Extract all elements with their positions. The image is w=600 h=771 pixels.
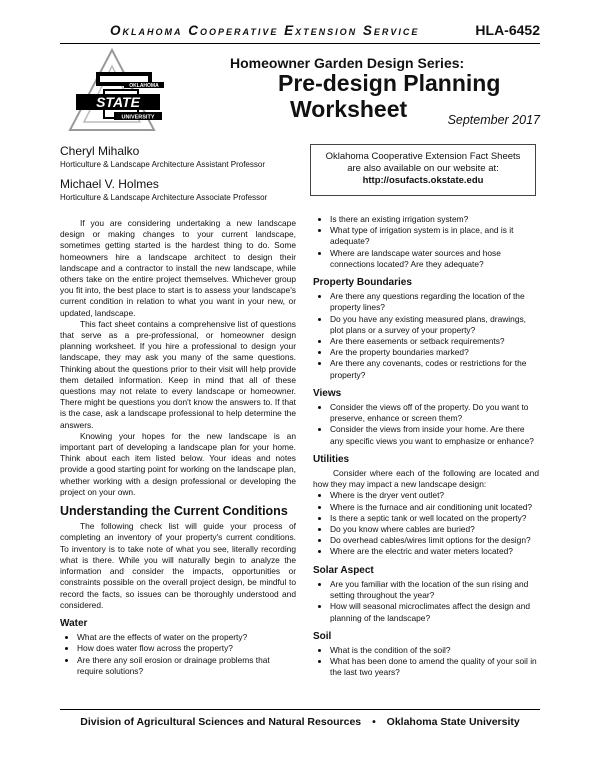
solar-heading: Solar Aspect: [313, 564, 374, 576]
footer: [60, 716, 540, 728]
views-list: [313, 402, 539, 447]
author-name: Cheryl Mihalko: [60, 144, 140, 158]
list-item: • Are there easements or setback requirements?: [330, 336, 539, 347]
list-item: • Where is the furnace and air conditioning unit located?: [330, 502, 539, 513]
water-heading: Water: [60, 617, 88, 629]
soil-list: [313, 645, 539, 679]
solar-list: [313, 579, 539, 624]
list-item: • How does water flow across the property?: [77, 643, 296, 654]
intro-paragraph: This fact sheet contains a comprehensive list of questions that serve as a pre-professional, or homeowner design planning worksheet. If you hire a professional to design your landscape, they may ask you many of the same questions. Thinking about the questions prior to their visit will help provide them detailed information. Keep in mind that all of these questions may not relate to every landscape or homeowner. There might be questions you don't know the answers to. If that is the case, ask a landscape professional to help determine the answers.: [60, 318, 296, 430]
soil-heading: Soil: [313, 630, 332, 642]
series-title: Homeowner Garden Design Series:: [230, 55, 465, 71]
list-item: • What has been done to amend the quality of your soil in the last two years?: [330, 656, 539, 678]
page-title-line2: Worksheet: [290, 96, 408, 122]
right-column: [313, 214, 539, 679]
left-column: [60, 218, 296, 677]
osu-logo: [64, 44, 174, 138]
utilities-heading: Utilities: [313, 453, 350, 465]
list-item: • What is the condition of the soil?: [330, 645, 539, 656]
property-heading: Property Boundaries: [313, 277, 412, 289]
section-heading: Understanding the Current Conditions: [60, 504, 288, 519]
list-item: • Do you have any existing measured plans, drawings, plot plans or a survey of your property?: [330, 314, 539, 336]
osu-logo-graphic: [64, 44, 174, 138]
list-item: • Are you familiar with the location of the sun rising and setting throughout the year?: [330, 579, 539, 601]
list-item: • Are there any soil erosion or drainage problems that require solutions?: [77, 655, 296, 677]
footer-division: Division of Agricultural Sciences and Natural Resources: [80, 716, 362, 728]
list-item: • Consider the views off of the property. Do you want to preserve, enhance or screen them?: [330, 402, 539, 424]
water-list-continued: [313, 214, 539, 270]
list-item: • Where is the dryer vent outlet?: [330, 490, 539, 501]
fact-sheet-code: HLA-6452: [475, 22, 540, 38]
utilities-list: [313, 490, 539, 557]
list-item: • Do overhead cables/wires limit options for the design?: [330, 535, 539, 546]
list-item: • Is there a septic tank or well located on the property?: [330, 513, 539, 524]
section-paragraph: The following check list will guide your process of completing an inventory of your property's current conditions. To inventory is to take note of what you see, literally recording what is there. While you will naturally begin to analyze the information and consider the impacts, opportunities or constraints possible on the overall project design, be mindful to record the facts, so issues can be thoroughly understood and considered.: [60, 521, 296, 610]
water-list: [60, 632, 296, 677]
list-item: • Where are landscape water sources and hose connections located? Are they adequate?: [330, 248, 539, 270]
list-item: • Is there an existing irrigation system?: [330, 214, 539, 225]
list-item: • Where are the electric and water meters located?: [330, 546, 539, 557]
list-item: • What type of irrigation system is in place, and is it adequate?: [330, 225, 539, 247]
list-item: • Do you know where cables are buried?: [330, 524, 539, 535]
list-item: • Are there any covenants, codes or restrictions for the property?: [330, 358, 539, 380]
utilities-intro: Consider where each of the following are located and how they may impact a new landscape design:: [313, 468, 539, 490]
footer-rule: [60, 709, 540, 710]
footer-university: Oklahoma State University: [386, 716, 520, 728]
author-title: Horticulture & Landscape Architecture Assistant Professor: [60, 160, 265, 169]
fact-box-line1: Oklahoma Cooperative Extension Fact Sheets: [325, 151, 521, 162]
list-item: • How will seasonal microclimates affect the design and planning of the landscape?: [330, 601, 539, 623]
logo-text-oklahoma: OKLAHOMA: [129, 83, 159, 89]
author-name: Michael V. Holmes: [60, 177, 159, 191]
page-title-line1: Pre-design Planning: [278, 70, 501, 96]
logo-text-university: UNIVERSITY: [121, 114, 155, 121]
publication-date: September 2017: [447, 113, 540, 127]
list-item: • Are the property boundaries marked?: [330, 347, 539, 358]
list-item: • Consider the views from inside your home. Are there any specific views you want to emphasize or enhance?: [330, 424, 539, 446]
extension-service-name: Oklahoma Cooperative Extension Service: [110, 23, 420, 38]
footer-bullet: •: [372, 716, 376, 728]
intro-paragraph: Knowing your hopes for the new landscape is an important part of developing a landscape plan for your home. Think about each item listed below. Your ideas and notes provide a good starting point for working on the landscape plan, whether working with a design professional or developing the project on your own.: [60, 430, 296, 497]
fact-box-line2: are also available on our website at:: [347, 163, 499, 174]
author-title: Horticulture & Landscape Architecture Associate Professor: [60, 193, 268, 202]
views-heading: Views: [313, 387, 342, 399]
fact-sheet-box: [310, 144, 536, 196]
fact-box-url[interactable]: http://osufacts.okstate.edu: [362, 175, 484, 186]
list-item: • What are the effects of water on the property?: [77, 632, 296, 643]
intro-paragraph: If you are considering undertaking a new landscape design or making changes to your current landscape, sometimes getting started is the hardest thing to do. Some homeowners hire a landscape architect to design their landscape and a contractor to install the new landscape, while others take on the entire project themselves. Whichever group you fit into, the best place to start is to assess your landscape's current condition in relation to what you want in your new, or updated, landscape.: [60, 218, 296, 318]
property-list: [313, 291, 539, 381]
list-item: • Are there any questions regarding the location of the property lines?: [330, 291, 539, 313]
logo-text-state: STATE: [96, 94, 140, 110]
